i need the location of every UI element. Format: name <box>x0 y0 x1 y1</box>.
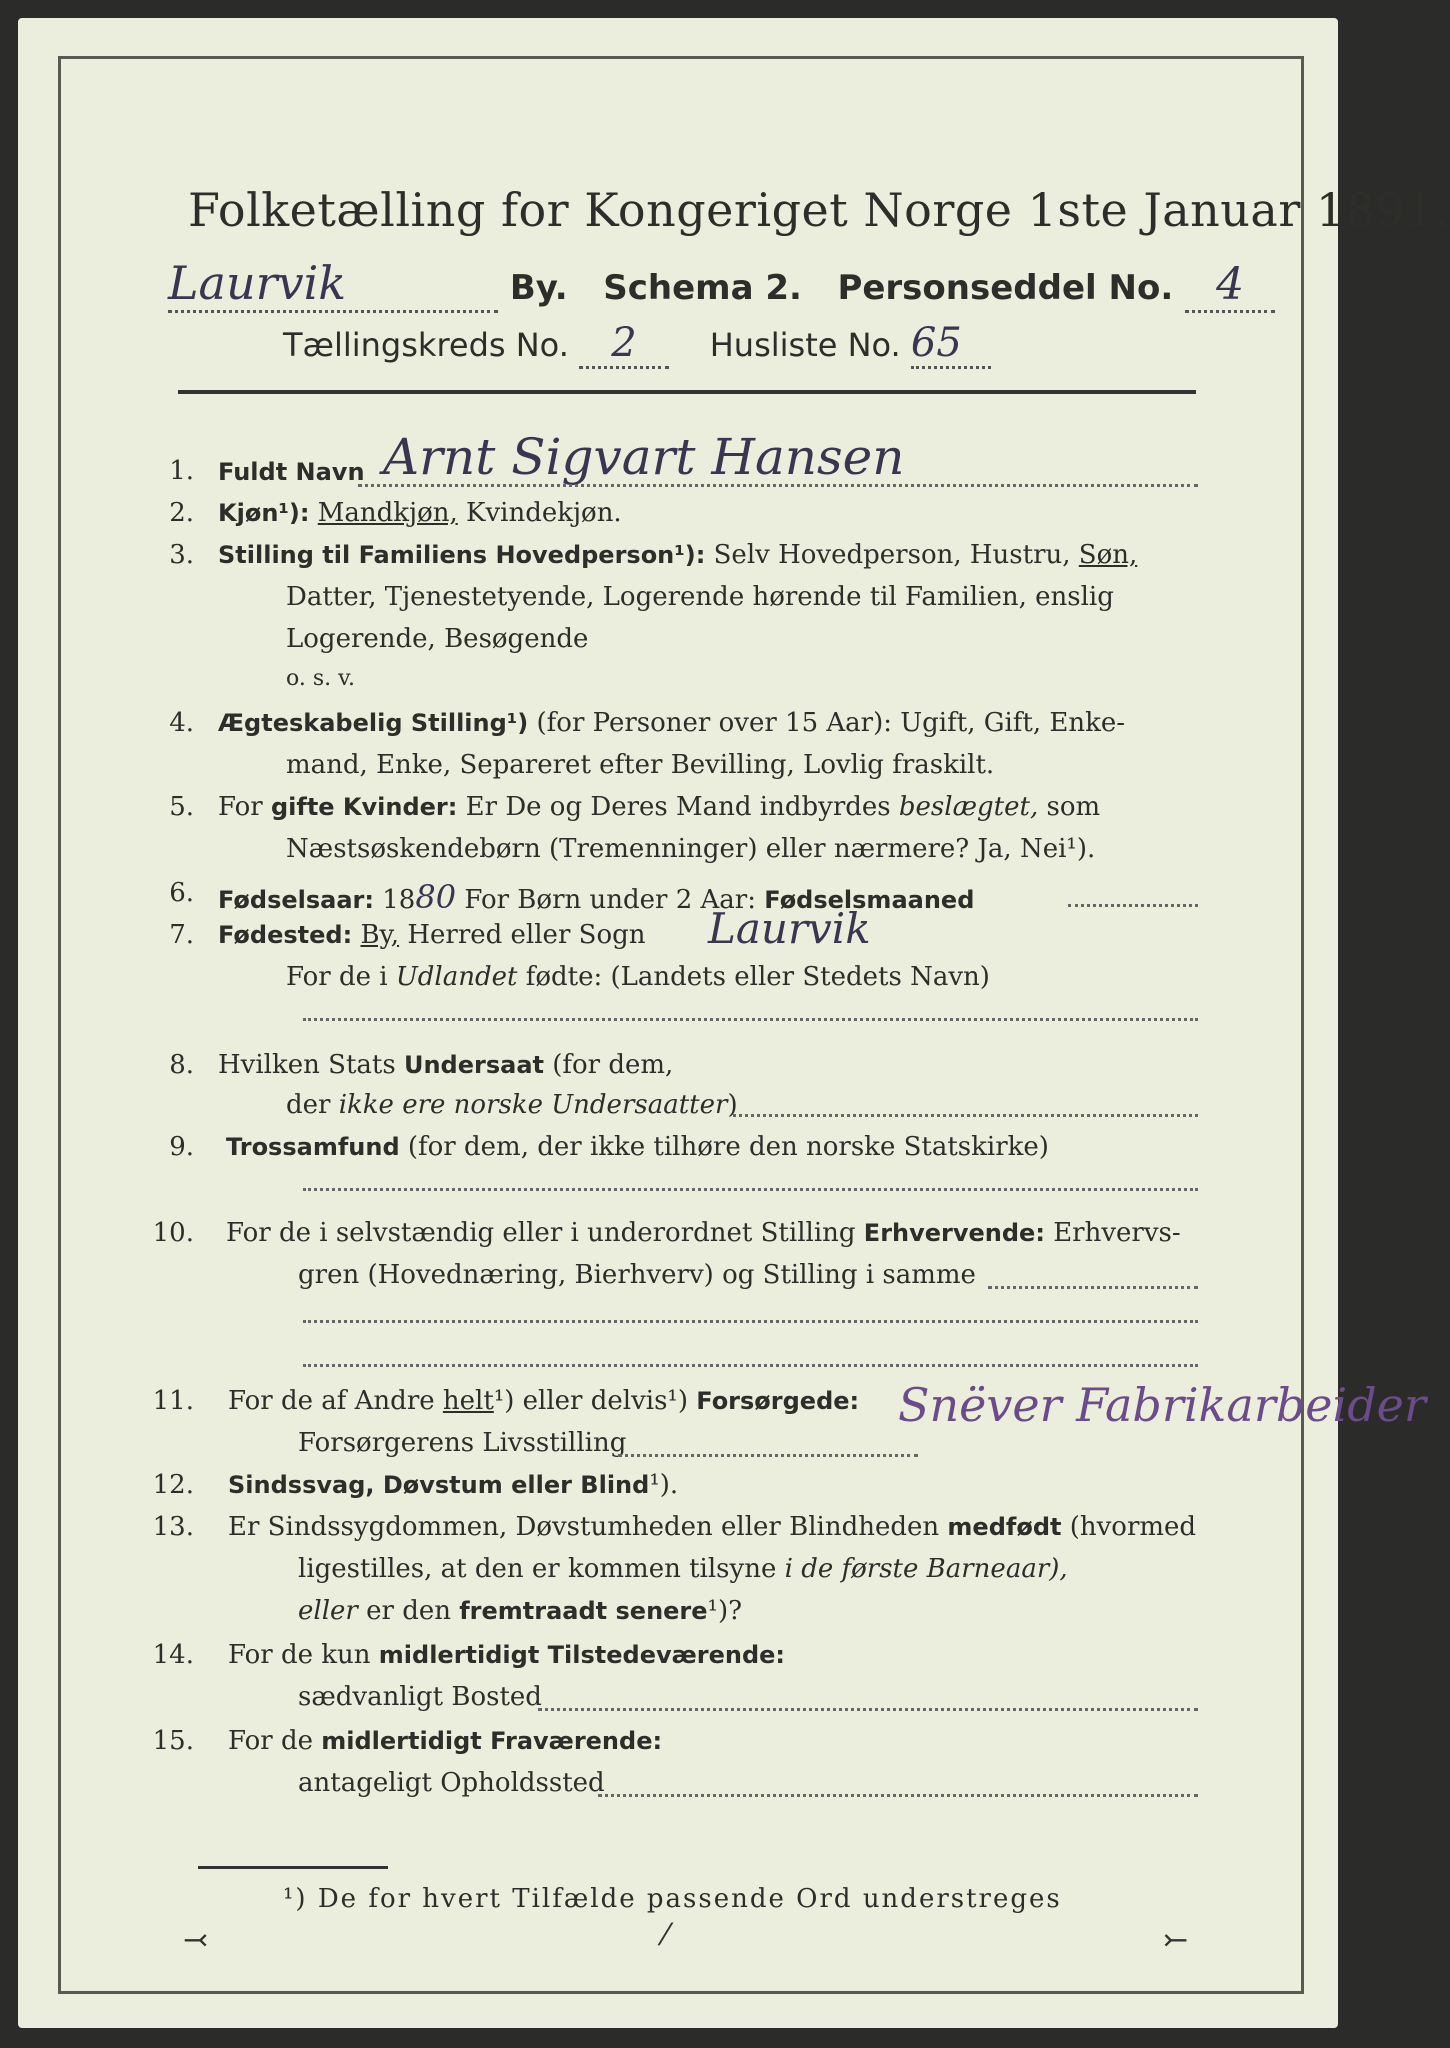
kreds-no: 2 <box>579 320 669 369</box>
position-value: Søn, <box>1078 540 1138 570</box>
personseddel-no: 4 <box>1185 259 1275 313</box>
birth-year-value: 80 <box>415 878 457 916</box>
kreds-line <box>283 320 991 369</box>
registration-mark: ⤚ <box>1163 1923 1189 1958</box>
birthplace-value: Laurvik <box>708 904 871 953</box>
header-rule <box>178 390 1196 394</box>
footnote-rule <box>198 1866 388 1869</box>
schema-label: Schema 2. <box>603 268 802 308</box>
kreds-label: Tællingskreds No. <box>283 326 569 364</box>
place-handwritten: Laurvik <box>168 256 498 313</box>
full-name-value: Arnt Sigvart Hansen <box>383 428 905 486</box>
form-title: Folketælling for Kongeriget Norge 1ste Januar 1891. <box>188 183 1450 237</box>
by-label: By. <box>509 268 568 308</box>
registration-mark: ⤙ <box>183 1923 209 1958</box>
personseddel-label: Personseddel No. <box>837 268 1174 308</box>
sex-value: Mandkjøn, <box>317 498 458 528</box>
census-sheet: Folketælling for Kongeriget Norge 1ste Januar 1891. Laurvik By. Schema 2. Personseddel No. 4 Tællingskreds No. 2 Husliste No. 65 1. Fuldt Navn Arnt Sigvart Hansen 2. Kjøn¹): Mandkjøn, Kvindekjøn. 3. Stilling til Familiens Hovedperson¹): Selv Hovedperson, Hustru, Søn, Datter, Tjenestetyende, Logerende hørende til Familien, enslig Logerende, Besøgende o. s. v. 4. Ægteskabelig Stilling¹) (for Personer over 15 Aar): Ugift, Gift, Enke- mand, Enke, Separeret efter Bevilling, Lovlig fraskilt. 5. For gifte Kvinder: Er De og Deres Mand indbyrdes beslægtet, som Næstsøskendebørn (Tremenninger) eller nærmere? Ja, Nei¹). 6. Fødselsaar: 1880 For Børn under 2 Aar: Fødselsmaaned 7. Fødested: By, Herred eller Sogn Laurvik For de i Udlandet fødte: (Landets eller Stedets Navn) 8. Hvilken Stats Undersaat (for dem, der ikke ere norske Undersaatter) 9. Trossamfund (for dem, der ikke tilhøre den norske Statskirke) 10. For de i selvstændig eller i underordnet Stilling Erhvervende: Erhvervs- gren (Hovednæring, Bierhverv) og Stilling i samme 11. For de af Andre helt¹) eller delvis¹) Forsørgede: Forsørgerens Livsstilling Snëver Fabrikarbeider 12. Sindssvag, Døvstum eller Blind¹). 13. Er Sindssygdommen, Døvstumheden eller Blindheden medfødt (hvormed ligestilles, at den er kommen tilsyne i de første Barneaar), eller er den fremtraadt senere¹)? 14. For de kun midlertidigt Tilstedeværende: sædvanligt Bosted 15. For de midlertidigt Fraværende: antageligt Opholdssted ¹) De for hvert Tilfælde passende Ord understreges ⤙ ⁄ ⤚ <box>18 18 1338 2028</box>
place-line <box>168 256 1275 313</box>
husliste-no: 65 <box>911 320 991 369</box>
provider-occupation-value: Snëver Fabrikarbeider <box>898 1378 1426 1432</box>
footnote: ¹) De for hvert Tilfælde passende Ord understreges <box>283 1884 1062 1914</box>
husliste-label: Husliste No. <box>709 326 901 364</box>
registration-mark: ⁄ <box>663 1918 669 1953</box>
